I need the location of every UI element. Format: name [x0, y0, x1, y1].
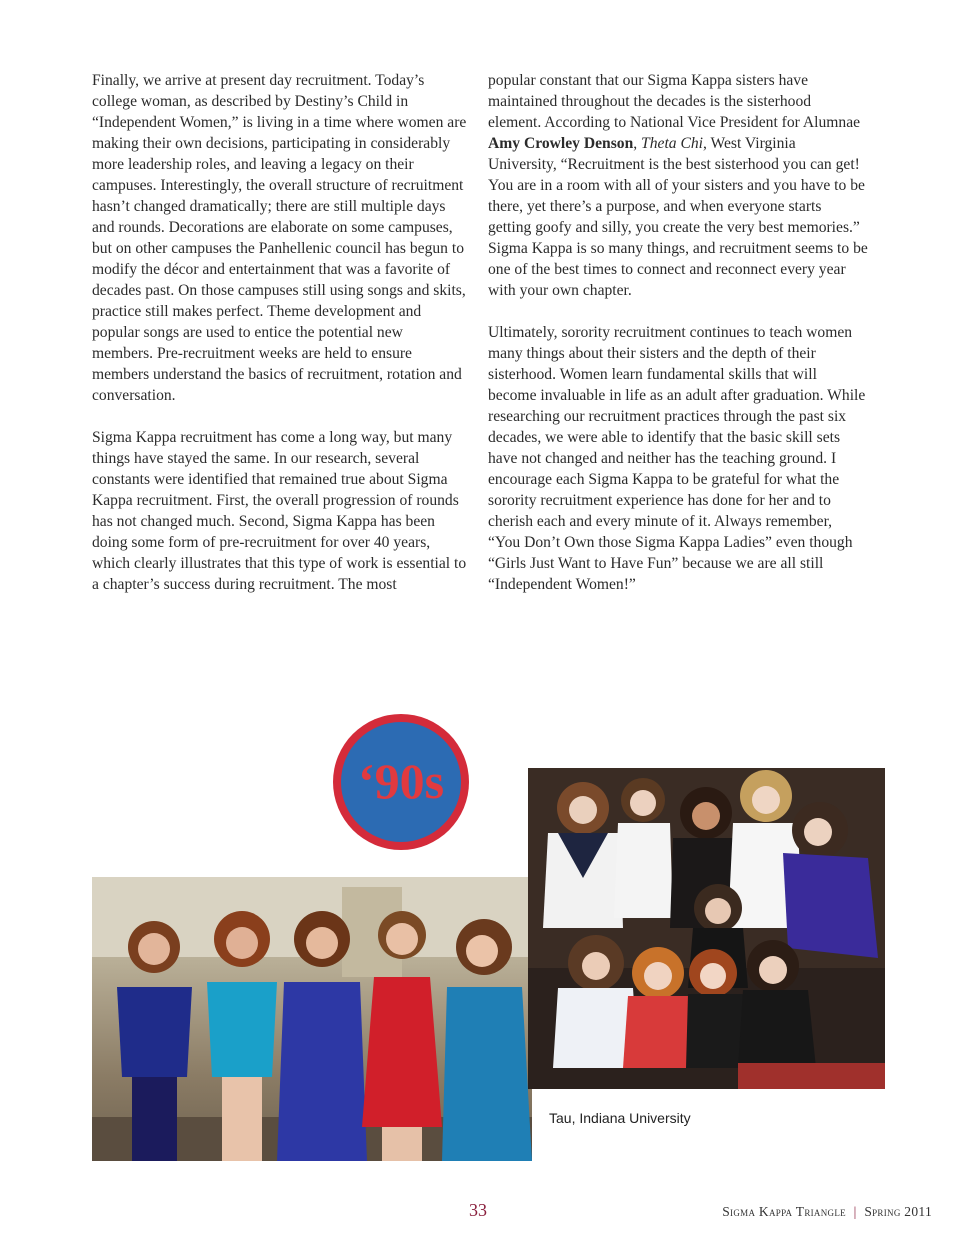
article-paragraph — [488, 70, 868, 301]
issue-label: Spring 2011 — [864, 1204, 932, 1219]
vp-name: Amy Crowley Denson — [488, 135, 634, 152]
text-run: , West Virginia University, “Recruitment is the best sisterhood you can get! You are in a room with all of your sisters and you have to be there, yet there’s a purpose, and when everyone starts getting goofy and silly, you create the very best memories.” Sigma Kappa is so many things, and recruitment seems to be one of the best times to connect and reconnect every year with your own chapter. — [488, 135, 868, 299]
text-run: popular constant that our Sigma Kappa sisters have maintained throughout the decades is the sisterhood element. According to National Vice President for Alumnae — [488, 72, 861, 131]
decade-badge — [329, 710, 473, 854]
chapter-name: Theta Chi — [641, 135, 703, 152]
footer-separator: | — [853, 1204, 857, 1219]
group-photo-illustration — [528, 768, 885, 1089]
formal-dresses-photo — [92, 877, 532, 1161]
article-paragraph: Ultimately, sorority recruitment continues to teach women many things about their sisters and the depth of their sisterhood. Women learn fundamental skills that will become invaluable in life as an adult after graduation. While researching our recruitment practices through the past six decades, we were able to identify that the basic skill sets have not changed and neither has the teaching ground. I encourage each Sigma Kappa to be grateful for what the sorority recruitment experience has done for her and to cherish each and every minute of it. Always remember, “You Don’t Own those Sigma Kappa Ladies” even though “Girls Just Want to Have Fun” because we are all still “Independent Women!” — [488, 324, 866, 593]
running-footer — [722, 1204, 932, 1220]
text-run: , — [633, 135, 642, 152]
badge-text: ‘90s — [357, 753, 445, 809]
publication-title: Sigma Kappa Triangle — [722, 1204, 846, 1219]
page-number: 33 — [469, 1200, 487, 1220]
article-paragraph: Finally, we arrive at present day recruitment. Today’s college woman, as described by Destiny’s Child in “Independent Women,” is living in a time where women are making their own decisions, participating in considerably more leadership roles, and leaving a legacy on their campuses. Interestingly, the overall structure of recruitment hasn’t changed dramatically; there are still multiple days and rounds. Decorations are elaborate on some campuses, but on other campuses the Panhellenic council has begun to modify the décor and entertainment that was a favorite of decades past. On those campuses still using songs and skits, practice still makes perfect. Theme development and popular songs are used to entice the potential new members. Pre-recruitment weeks are held to ensure members understand the basics of recruitment, rotation and conversation. — [92, 72, 467, 404]
group-photo — [528, 768, 885, 1089]
article-paragraph: Sigma Kappa recruitment has come a long way, but many things have stayed the same. In our research, several constants were identified that remained true about Sigma Kappa recruitment. First, the overall progression of rounds has not changed much. Second, Sigma Kappa has been doing some form of pre-recruitment for over 40 years, which clearly illustrates that this type of work is essential to a chapter’s success during recruitment. The most — [92, 429, 467, 593]
formal-dresses-illustration — [92, 877, 532, 1161]
article-left-column — [92, 70, 467, 616]
photo-caption: Tau, Indiana University — [549, 1110, 691, 1126]
article-right-column — [488, 70, 868, 616]
